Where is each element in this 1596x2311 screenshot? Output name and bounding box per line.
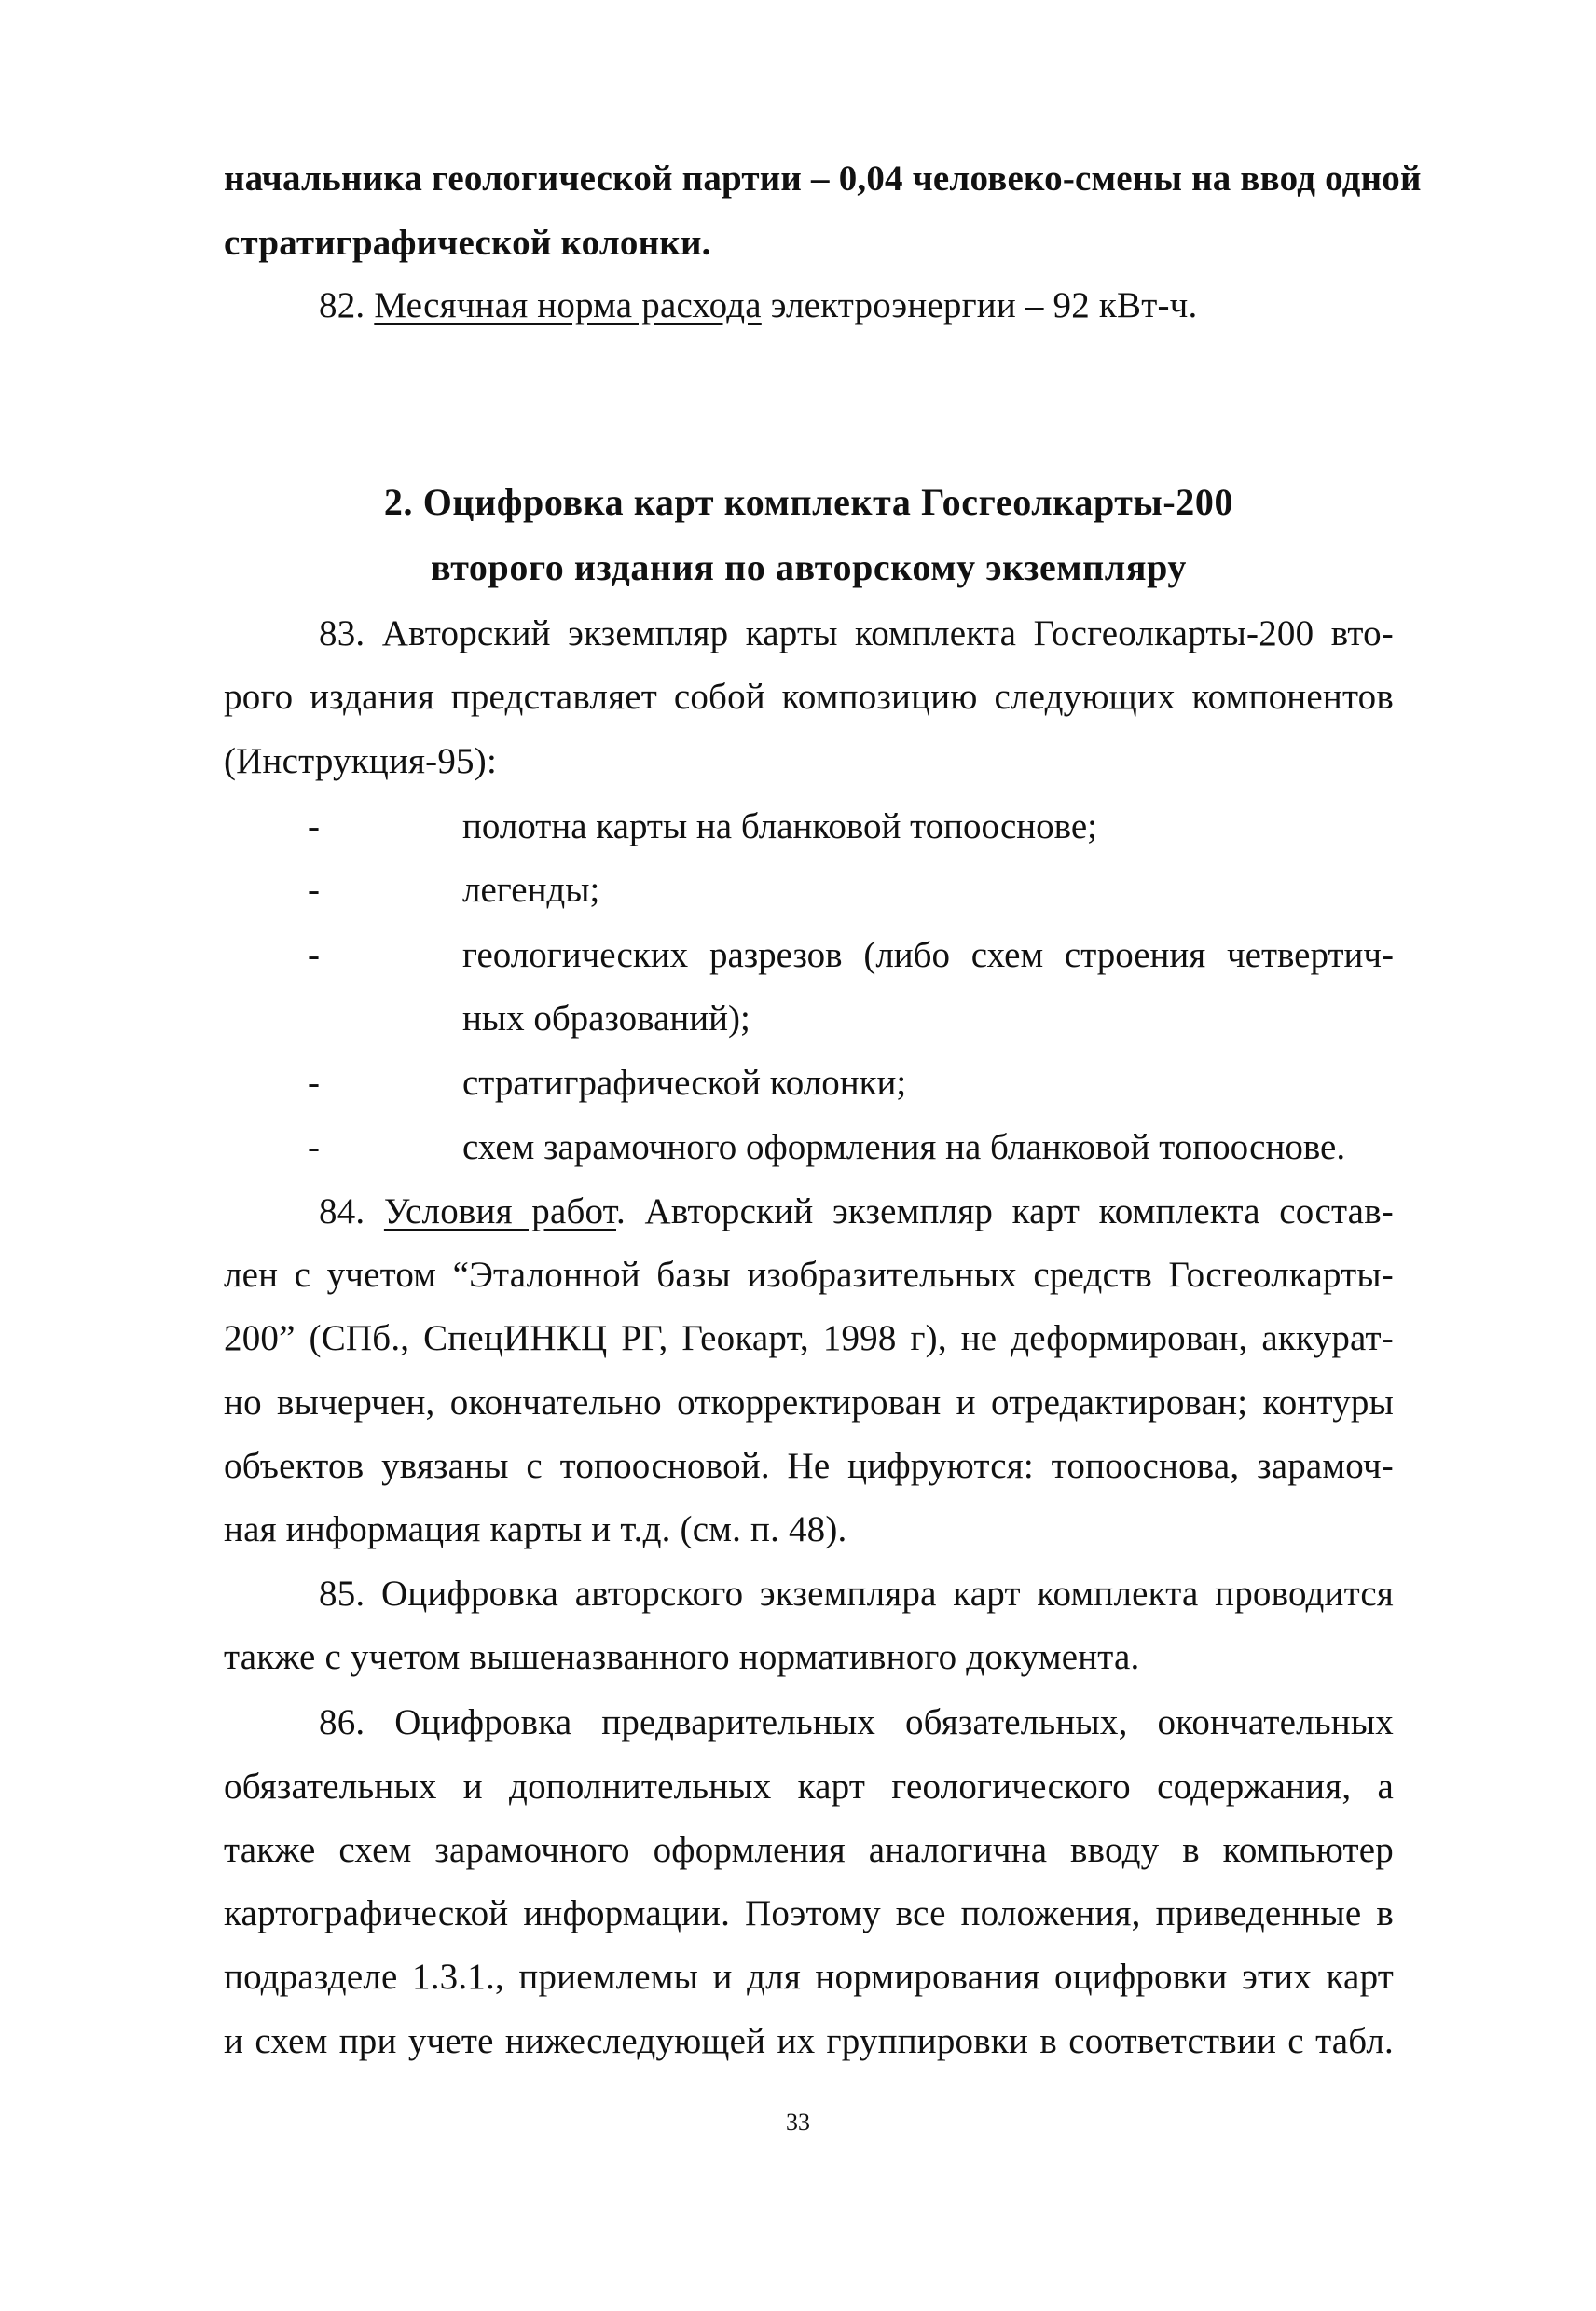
text-line: (Инструкция-95): [224,741,497,781]
paragraph-84 [319,1189,1394,1235]
list-item: схем зарамочного оформления на бланковой топооснове. [462,1127,1346,1167]
list-item: стратиграфической колонки; [462,1063,907,1103]
paragraph-number: 82. [319,285,375,325]
text-line: обязательных и дополнительных карт геологического содержания, а [224,1767,1394,1807]
text-line: ная информация карты и т.д. (см. п. 48). [224,1509,847,1549]
text-line: 200” (СПб., СпецИНКЦ РГ, Геокарт, 1998 г), не деформирован, аккурат- [224,1318,1394,1358]
list-item: легенды; [462,870,600,910]
text-line: 85. Оцифровка авторского экземпляра карт комплекта проводится [319,1574,1394,1614]
underlined-term: Месячная норма расхода [374,285,762,325]
list-dash: - [308,935,320,975]
text-line: но вычерчен, окончательно откорректирован и отредактирован; контуры [224,1382,1394,1423]
text-line: картографической информации. Поэтому все положения, приведенные в [224,1893,1394,1933]
text-line: стратиграфической колонки. [224,223,711,263]
text-line: 86. Оцифровка предварительных обязательных, окончательных [319,1702,1394,1742]
text-line: также схем зарамочного оформления аналогична вводу в компьютер [224,1830,1394,1870]
text-span: электроэнергии – 92 кВт-ч. [761,285,1198,325]
text-line: лен с учетом “Эталонной базы изобразительных средств Госгеолкарты- [224,1255,1394,1295]
section-heading-line-1: 2. Оцифровка карт комплекта Госгеолкарты-200 [383,481,1234,523]
text-line: объектов увязаны с топоосновой. Не цифруются: топооснова, зарамоч- [224,1446,1394,1486]
text-line: рого издания представляет собой композицию следующих компонентов [224,677,1394,717]
underlined-term: Условия работ [383,1191,616,1231]
paragraph-number: 84. [319,1191,384,1231]
section-heading-line-2: второго издания по авторскому экземпляру [430,546,1187,588]
text-line: 83. Авторский экземпляр карты комплекта Госгеолкарты-200 вто- [319,613,1394,653]
list-dash: - [308,1063,320,1103]
text-line: начальника геологической партии – 0,04 человеко-смены на ввод одной [224,158,1422,199]
page-number: 33 [786,2109,810,2136]
list-item: геологических разрезов (либо схем строения четвертич- [462,935,1394,975]
text-line: также с учетом вышеназванного нормативного документа. [224,1637,1140,1677]
list-dash: - [308,870,320,910]
text-line: и схем при учете нижеследующей их группировки в соответствии с табл. [224,2021,1394,2061]
text-span: . Авторский экземпляр карт комплекта состав- [616,1191,1394,1231]
list-item: полотна карты на бланковой топооснове; [462,806,1097,846]
list-item-continuation: ных образований); [462,998,750,1039]
list-dash: - [308,1127,320,1167]
list-dash: - [308,806,320,846]
text-line: подразделе 1.3.1., приемлемы и для нормирования оцифровки этих карт [224,1957,1394,1997]
paragraph-82 [319,282,1394,329]
